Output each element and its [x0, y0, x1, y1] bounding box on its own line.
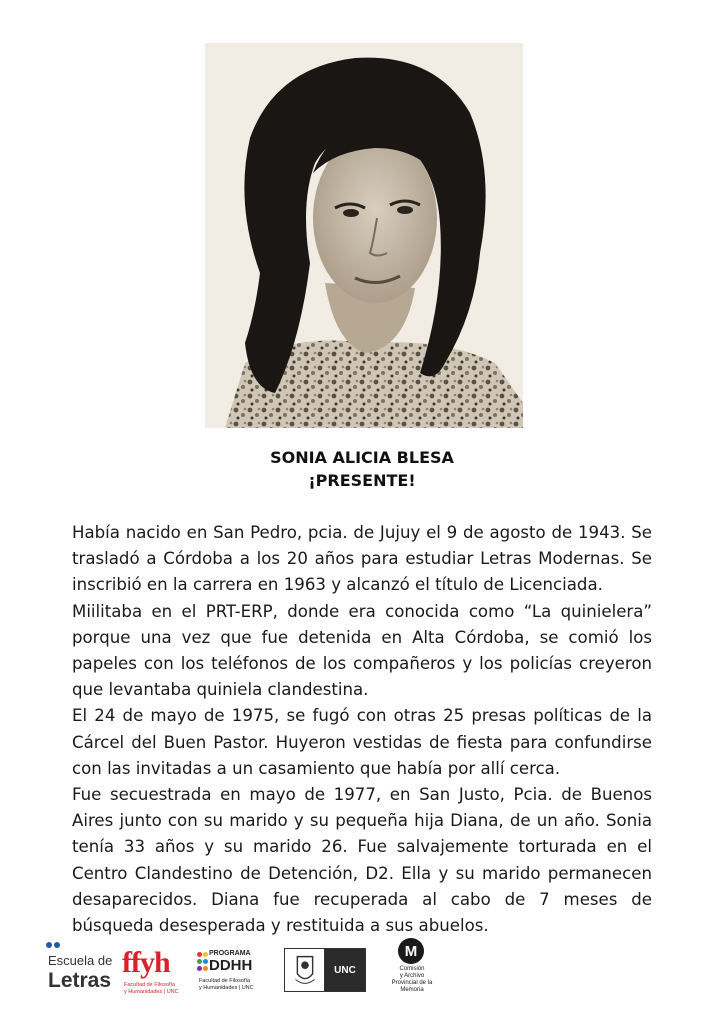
ddhh-mark: DDHH — [209, 957, 253, 974]
escuela-line2: Letras — [48, 969, 112, 992]
memoria-line1: Comisión — [399, 966, 425, 972]
ddhh-programa: PROGRAMA — [209, 950, 251, 957]
memoria-line2: y Archivo — [399, 973, 425, 979]
unc-crest-icon — [285, 949, 325, 991]
escuela-line1: Escuela de — [48, 953, 113, 968]
logo-footer — [0, 938, 724, 1008]
memoria-m-icon: M — [398, 938, 424, 964]
person-name: SONIA ALICIA BLESA — [270, 448, 454, 467]
unc-label: UNC — [325, 949, 365, 991]
ffyh-sub2: y Humanidades | UNC — [124, 988, 179, 995]
ffyh-mark: ffyh — [122, 946, 170, 979]
ffyh-sub1: Facultad de Filosofía — [124, 982, 176, 988]
unc-logo — [284, 948, 366, 992]
ddhh-sub2: y Humanidades | UNC — [199, 984, 254, 991]
blue-dots-icon — [46, 942, 66, 950]
memoria-text — [388, 966, 436, 994]
programa-ddhh-logo — [197, 950, 269, 996]
portrait-image — [205, 43, 523, 428]
bio-paragraph-4: Fue secuestrada en mayo de 1977, en San Justo, Pcia. de Buenos Aires junto con su marido y su pequeña hija Diana, de un año. Sonia tenía 33 años y su marido 26. Fue salvajemente torturada en el Centro Clandestino de Detención, D2. Ella y su marido permanecen desaparecidos. Diana fue recuperada al cabo de 7 meses de búsqueda desesperada y restituida a sus abuelos. — [72, 785, 652, 936]
ddhh-subtitle — [199, 978, 254, 991]
colored-dots-icon — [197, 950, 209, 974]
ffyh-logo — [122, 946, 182, 998]
escuela-de-letras-logo — [46, 942, 116, 992]
biography-text — [72, 520, 652, 939]
ffyh-subtitle — [124, 982, 179, 995]
comision-memoria-logo — [388, 938, 436, 1000]
ddhh-sub1: Facultad de Filosofía — [199, 978, 251, 984]
portrait-photo — [205, 43, 523, 428]
bio-paragraph-3: El 24 de mayo de 1975, se fugó con otras 25 presas políticas de la Cárcel del Buen Pastor. Huyeron vestidas de fiesta para confundirse con las invitadas a un casamiento que había por allí cerca. — [72, 706, 652, 778]
memoria-line3: Provincial de la — [391, 980, 433, 986]
bio-paragraph-1: Había nacido en San Pedro, pcia. de Jujuy el 9 de agosto de 1943. Se trasladó a Córdoba a los 20 años para estudiar Letras Modernas. Se inscribió en la carrera en 1963 y alcanzó el título de Licenciada. — [72, 523, 652, 595]
bio-paragraph-2: Miilitaba en el PRT-ERP, donde era conocida como “La quinielera” porque una vez que fue detenida en Alta Córdoba, se comió los papeles con los teléfonos de los compañeros y los policías creyeron que levantaba quiniela clandestina. — [72, 601, 652, 700]
presente-slogan: ¡PRESENTE! — [308, 471, 416, 490]
title-block — [0, 446, 724, 492]
memoria-line4: Memoria — [400, 987, 424, 993]
